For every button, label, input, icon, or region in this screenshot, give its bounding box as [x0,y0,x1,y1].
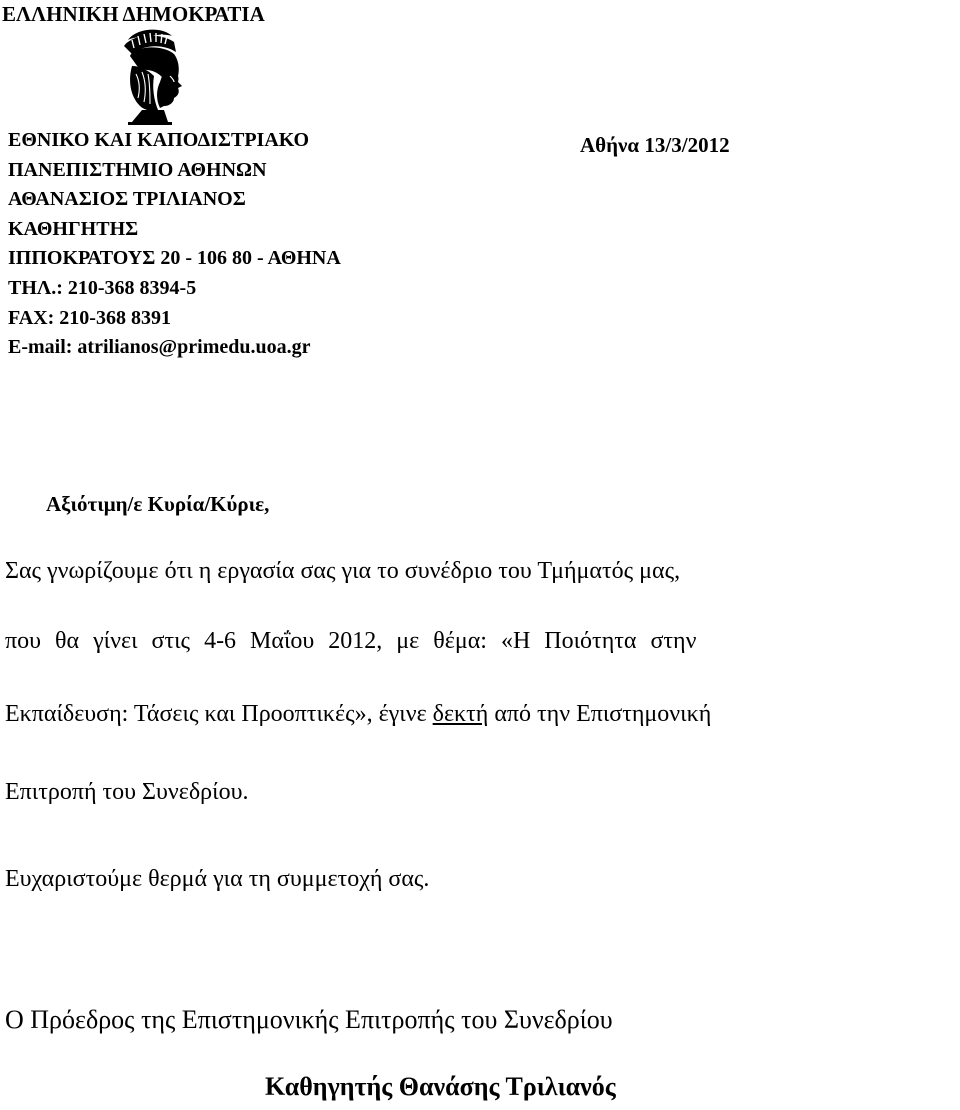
country-header: ΕΛΛΗΝΙΚΗ ΔΗΜΟΚΡΑΤΙΑ [2,2,265,26]
body-line-1: Σας γνωρίζουμε ότι η εργασία σας για το συνέδριο του Τμήματός μας, [5,558,681,584]
body-line-4: Επιτροπή του Συνεδρίου. [5,779,249,805]
letterhead-email: E-mail: atrilianos@primedu.uoa.gr [8,336,311,359]
salutation: Αξιότιμη/ε Κυρία/Κύριε, [46,492,270,516]
letterhead-sender-title: ΚΑΘΗΓΗΤΗΣ [8,217,139,240]
body-line-3 [5,701,711,728]
signature-name: Καθηγητής Θανάσης Τριλιανός [265,1072,616,1101]
body-line-3-start: Εκπαίδευση: Τάσεις και Προοπτικές», έγινε [5,701,433,727]
letter-date: Αθήνα 13/3/2012 [580,133,730,157]
body-line-2: που θα γίνει στις 4-6 Μαΐου 2012, με θέμα: «Η Ποιότητα στην [5,628,697,654]
letterhead-phone: ΤΗΛ.: 210-368 8394-5 [8,276,197,299]
thanks-line: Ευχαριστούμε θερμά για τη συμμετοχή σας. [5,866,430,892]
body-line-3-end: από την Επιστημονική [488,701,712,727]
athena-head-emblem-icon [110,26,190,126]
university-letterhead [8,126,341,363]
letterhead-sender-name: ΑΘΑΝΑΣΙΟΣ ΤΡΙΛΙΑΝΟΣ [8,188,246,211]
chair-title: Ο Πρόεδρος της Επιστημονικής Επιτροπής του Συνεδρίου [5,1005,613,1034]
letterhead-university-line-1: ΕΘΝΙΚΟ ΚΑΙ ΚΑΠΟΔΙΣΤΡΙΑΚΟ [8,129,310,151]
letterhead-fax: FAX: 210-368 8391 [8,306,171,329]
letterhead-address: ΙΠΠΟΚΡΑΤΟΥΣ 20 - 106 80 - ΑΘΗΝΑ [8,247,341,270]
letterhead-university-line-2: ΠΑΝΕΠΙΣΤΗΜΙΟ ΑΘΗΝΩΝ [8,158,267,181]
underlined-word-accepted: δεκτή [432,701,489,727]
